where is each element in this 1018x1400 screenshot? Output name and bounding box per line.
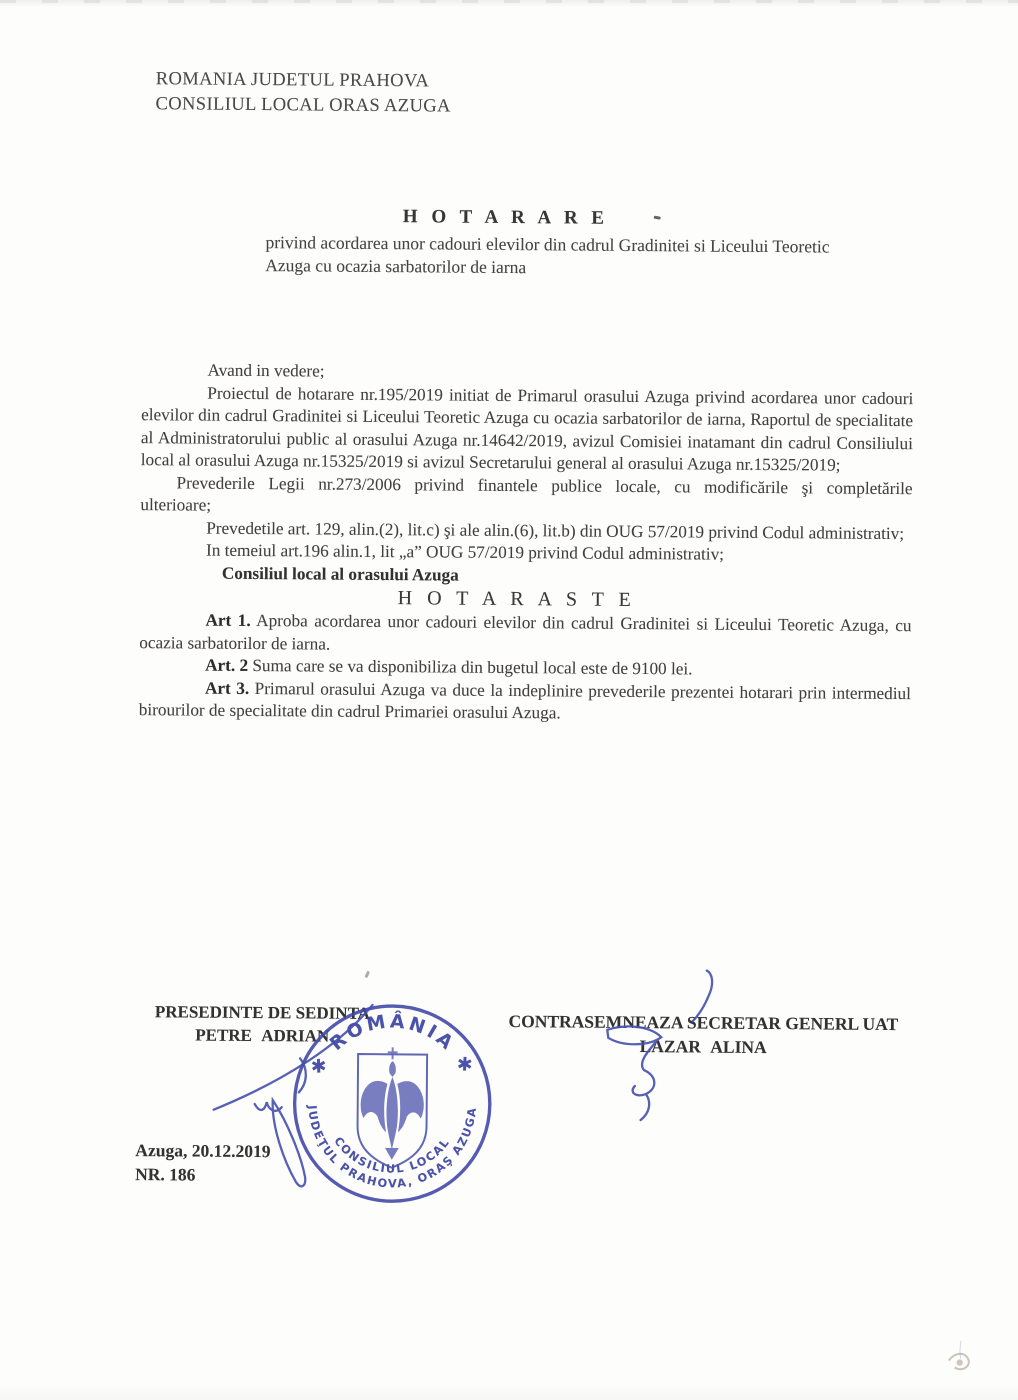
preamble-law-273-paragraph: Prevederile Legii nr.273/2006 privind finantele publice locale, cu modificările şi completările ulterioare; [140, 472, 913, 515]
article-2-label: Art. 2 [205, 655, 249, 675]
title-block [2, 203, 1018, 283]
corner-smudge-artifact [939, 1338, 983, 1382]
president-name: PETRE ADRIAN [195, 1025, 330, 1046]
issuer-line: Consiliul local al orasului Azuga [221, 563, 459, 585]
letterhead [155, 67, 451, 119]
president-signature-zigzag [255, 1102, 282, 1111]
preamble-intro: Avand in vedere; [207, 360, 325, 381]
secretary-signature-block [484, 1009, 922, 1060]
article-3-text: Primarul orasului Azuga va duce la indeplinire prevederile prezentei hotarari prin intermediul birourilor de specialitate din cadrul Primariei orasului Azuga. [138, 678, 912, 723]
footer-place-date: Azuga, 20.12.2019 [135, 1140, 271, 1162]
document-title: H O T A R A R E [402, 206, 609, 229]
eagle-emblem [360, 1047, 424, 1160]
letterhead-line2: CONSILIUL LOCAL ORAS AZUGA [155, 94, 451, 117]
letterhead-line1: ROMANIA JUDETUL PRAHOVA [155, 69, 430, 92]
decision-word: H O T A R A S T E [397, 587, 636, 611]
article-1-text: Aproba acordarea unor cadouri elevilor din cadrul Gradinitei si Liceului Teoretic Azuga, cu ocazia sarbatorilor de iarna. [139, 610, 912, 654]
stamp-county-text: JUDEŢUL PRAHOVA, ORAŞ AZUGA [305, 1104, 480, 1191]
president-role: PRESEDINTE DE SEDINTA [154, 1002, 371, 1023]
article-2-text: Suma care se va disponibiliza din bugetul local este de 9100 lei. [248, 655, 693, 679]
document-body [139, 359, 914, 728]
footer-block [135, 1138, 271, 1187]
secretary-role: CONTRASEMNEAZA SECRETAR GENERL UAT [508, 1011, 899, 1035]
preamble-project-paragraph: Proiectul de hotarare nr.195/2019 initiat de Primarul orasului Azuga privind acordarea unor cadouri elevilor din cadrul Gradinitei si Liceului Teoretic Azuga cu ocazia sarbatorilor de iarna, Raportul de specialitate al Administratorului public al orasului Azuga nr.14642/2019, avizul Comisiei inatamant din cadrul Consiliului local al orasului Azuga nr.15325/2019 si avizul Secretarului general al orasului Azuga nr.15325/2019; [140, 383, 914, 475]
ink-tick-artifact [364, 971, 370, 979]
stamp-country-text: ✱ ROMÂNIA ✱ [306, 1011, 479, 1080]
preamble-legal-basis-paragraph: In temeiul art.196 alin.1, lit „a” OUG 57/2019 privind Codul administrativ; [205, 540, 725, 564]
stamp-council-text: CONSILIUL LOCAL [331, 1134, 453, 1176]
article-1-label: Art 1. [205, 610, 251, 630]
preamble-oug-paragraph: Prevedetile art. 129, alin.(2), lit.c) şi ale alin.(6), lit.b) din OUG 57/2019 privind Codul administrativ; [206, 518, 905, 543]
article-1 [139, 609, 911, 660]
secretary-name: LAZAR ALINA [639, 1036, 767, 1058]
article-3-label: Art 3. [204, 678, 250, 698]
stamp-coat-of-arms [357, 1047, 427, 1168]
footer-number: NR. 186 [135, 1164, 196, 1185]
article-3 [139, 677, 911, 728]
document-subtitle: privind acordarea unor cadouri elevilor din cadrul Gradinitei si Liceului Teoretic Azuga cu ocazia sarbatorilor de iarna [265, 232, 830, 278]
official-round-stamp [288, 999, 497, 1208]
